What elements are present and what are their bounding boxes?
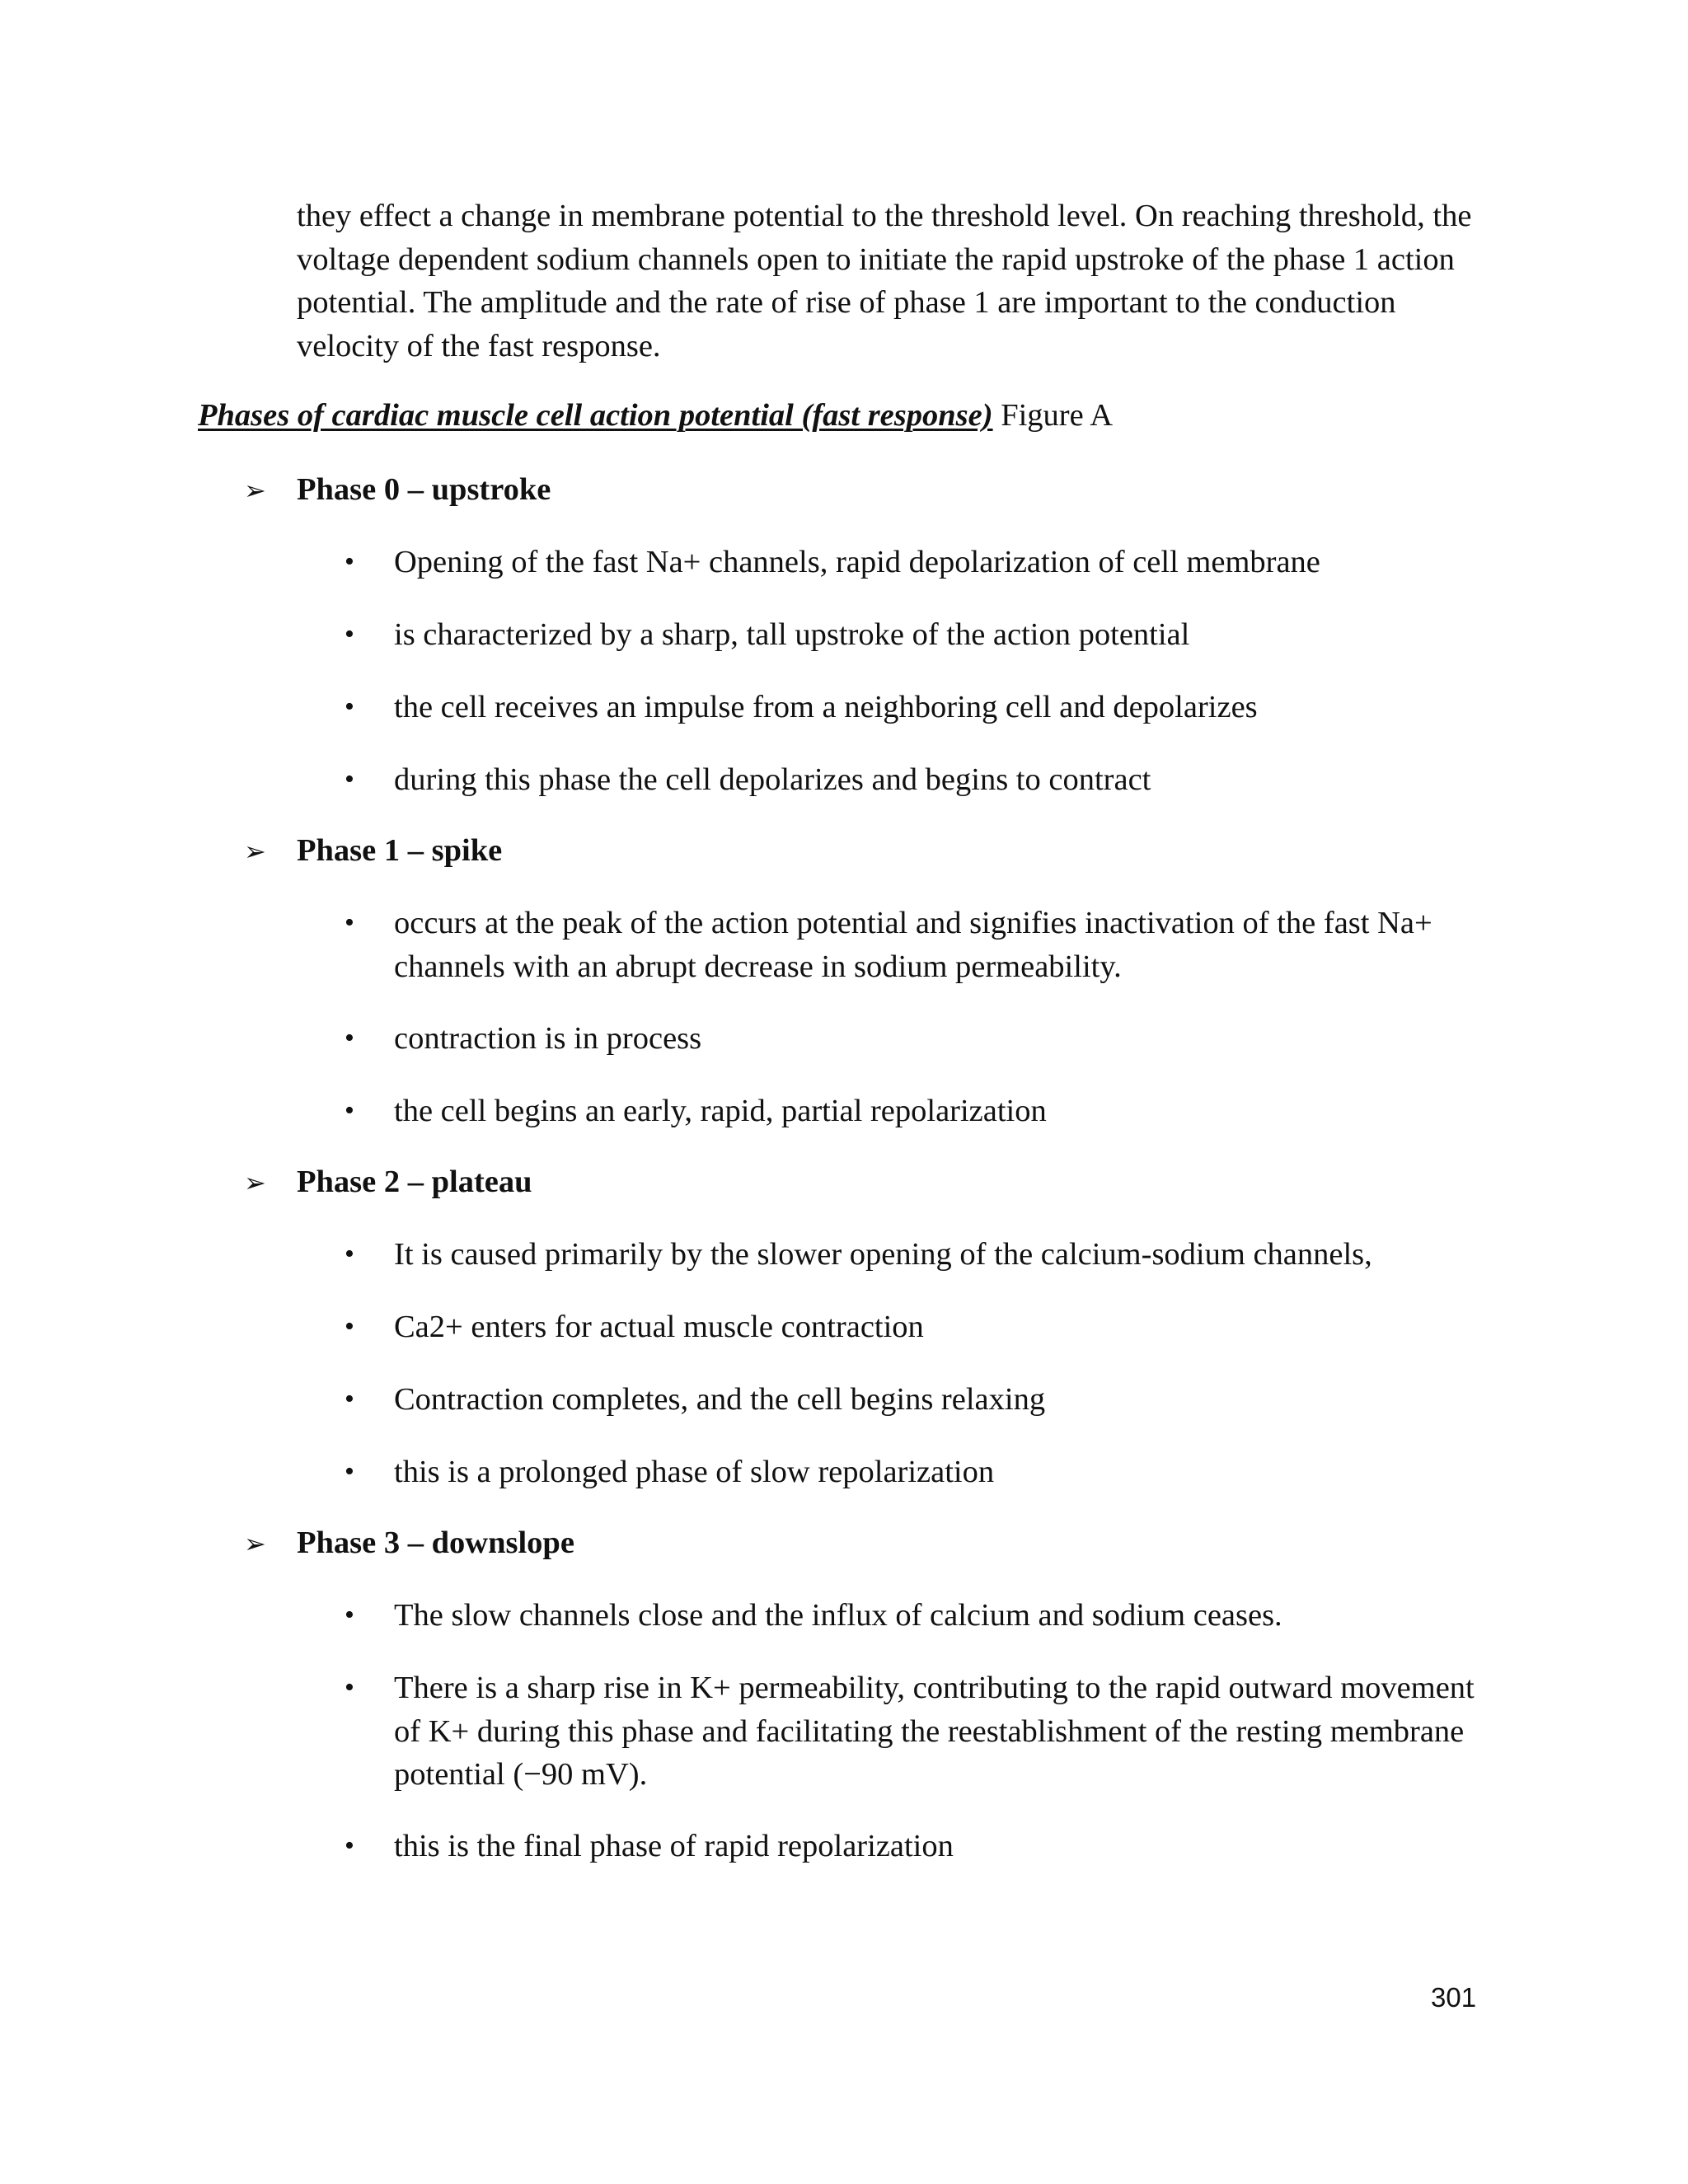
list-item [345,1451,1498,1494]
list-item-text: The slow channels close and the influx of calcium and sodium ceases. [394,1598,1282,1633]
list-item-text: Opening of the fast Na+ channels, rapid depolarization of cell membrane [394,545,1320,579]
phase-label: Phase 1 – spike [297,833,503,868]
arrow-bullet-icon: ➢ [244,475,266,506]
figure-reference: Figure A [1001,398,1114,433]
phase-heading [244,1160,532,1204]
bullet-icon: • [345,1384,354,1414]
bullet-icon: • [345,546,354,577]
bullet-icon: • [345,691,354,722]
list-item [345,541,1498,584]
bullet-icon: • [345,1023,354,1053]
list-item [345,902,1498,988]
list-item [345,1017,1498,1061]
list-item [345,1233,1498,1277]
list-item-text: the cell receives an impulse from a neighboring cell and depolarizes [394,690,1258,724]
arrow-bullet-icon: ➢ [244,836,266,867]
list-item-text: It is caused primarily by the slower opening of the calcium-sodium channels, [394,1237,1372,1272]
list-item-text: Ca2+ enters for actual muscle contraction [394,1310,924,1344]
list-item [345,758,1498,802]
phase-heading [244,468,551,512]
arrow-bullet-icon: ➢ [244,1167,266,1198]
page-number: 301 [1431,1982,1477,2013]
list-item [345,1090,1498,1133]
bullet-icon: • [345,1311,354,1342]
phase-label: Phase 3 – downslope [297,1526,574,1560]
list-item-text: occurs at the peak of the action potential and signifies inactivation of the fast Na+ channels with an abrupt decrease in sodium permeability. [394,906,1432,984]
bullet-icon: • [345,1672,354,1703]
list-item [345,1666,1498,1797]
list-item-text: during this phase the cell depolarizes and begins to contract [394,762,1151,797]
section-title: Phases of cardiac muscle cell action potential (fast response) [198,398,993,433]
list-item [345,686,1498,729]
list-item [345,1825,1498,1868]
list-item-text: There is a sharp rise in K+ permeability, contributing to the rapid outward movement of K+ during this phase and facilitating the reestablishment of the resting membrane potential (−90 mV). [394,1671,1475,1792]
bullet-icon: • [345,619,354,649]
bullet-icon: • [345,1830,354,1861]
list-item [345,1378,1498,1422]
list-item-text: contraction is in process [394,1021,702,1056]
bullet-icon: • [345,1095,354,1126]
phase-label: Phase 0 – upstroke [297,472,551,507]
list-item-text: is characterized by a sharp, tall upstroke of the action potential [394,617,1190,652]
bullet-icon: • [345,1239,354,1269]
list-item-text: Contraction completes, and the cell begins relaxing [394,1382,1046,1417]
list-item [345,1594,1498,1638]
intro-paragraph: they effect a change in membrane potential to the threshold level. On reaching threshold, the voltage dependent sodium channels open to initiate the rapid upstroke of the phase 1 action potential. The amplitude and the rate of rise of phase 1 are important to the conduction velocity of the fast response. [297,199,1472,363]
bullet-icon: • [345,1456,354,1487]
list-item [345,613,1498,657]
list-item [345,1305,1498,1349]
list-item-text: this is a prolonged phase of slow repolarization [394,1455,995,1489]
phase-label: Phase 2 – plateau [297,1165,532,1199]
bullet-icon: • [345,907,354,938]
list-item-text: this is the final phase of rapid repolarization [394,1829,954,1863]
phase-heading [244,1521,574,1565]
phase-heading [244,829,502,873]
arrow-bullet-icon: ➢ [244,1528,266,1559]
bullet-icon: • [345,764,354,794]
list-item-text: the cell begins an early, rapid, partial repolarization [394,1094,1047,1128]
section-heading [198,394,1113,437]
bullet-icon: • [345,1600,354,1630]
